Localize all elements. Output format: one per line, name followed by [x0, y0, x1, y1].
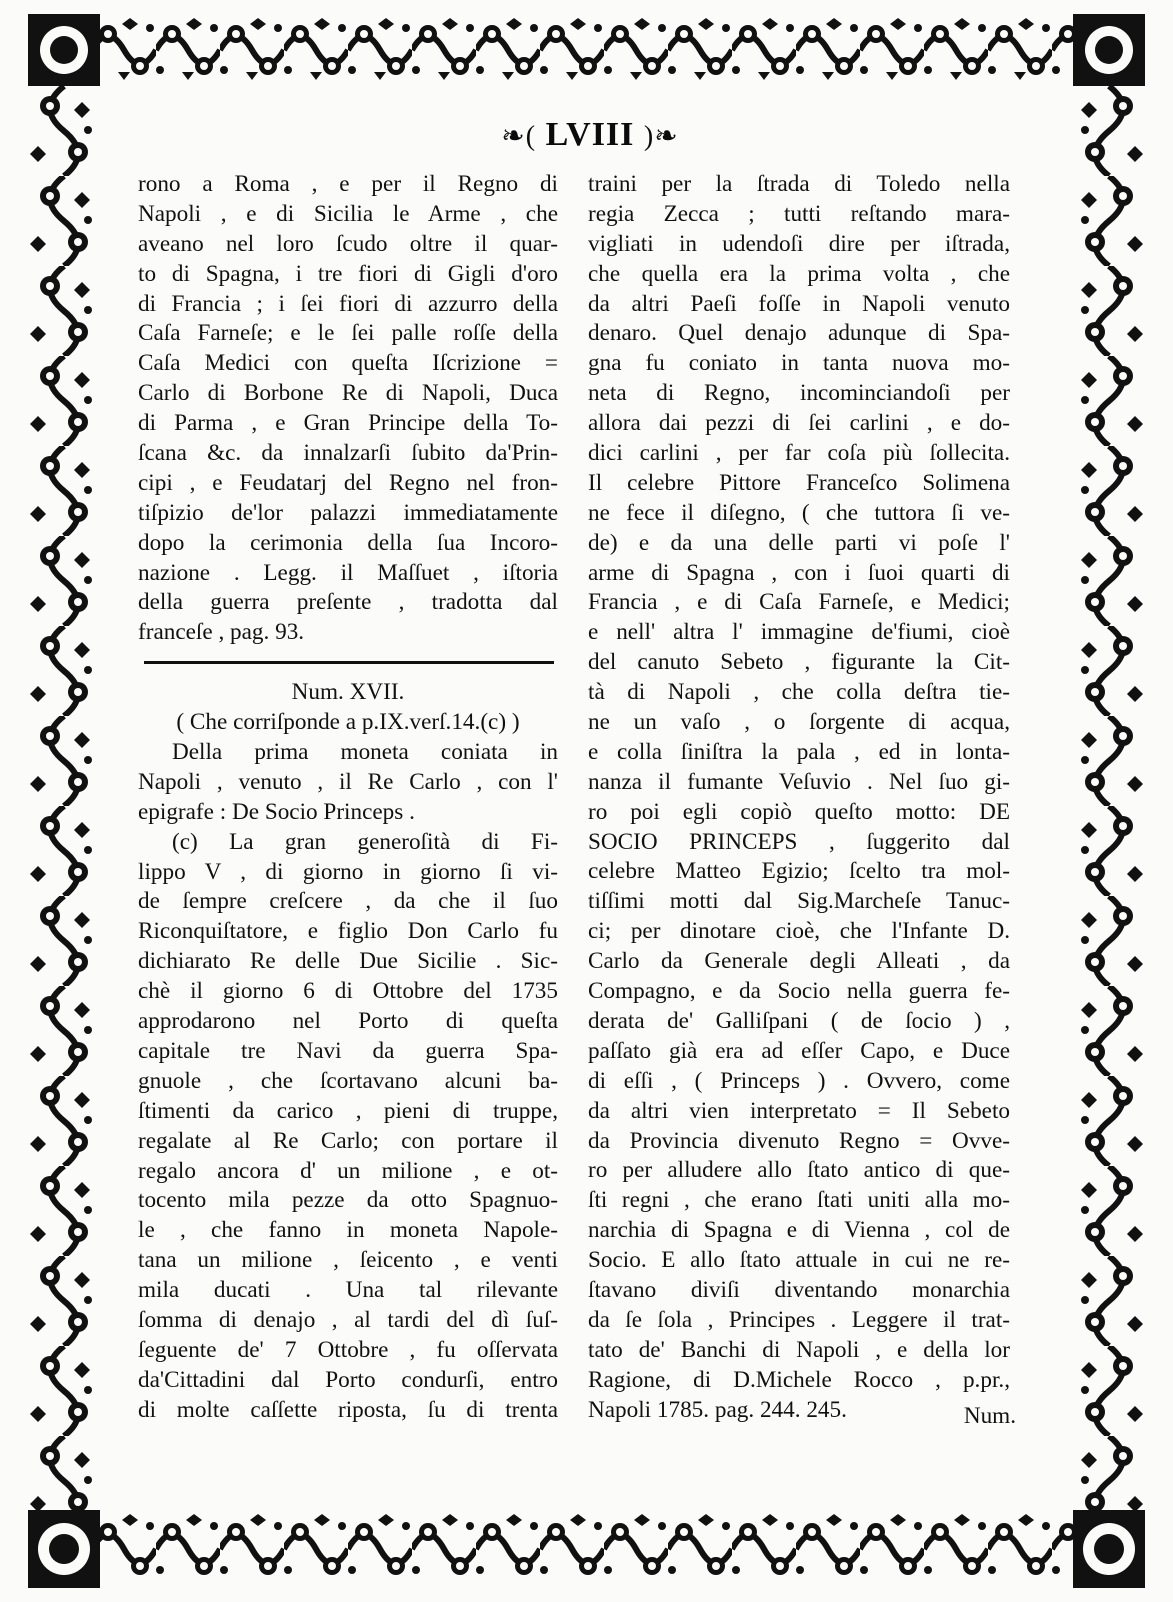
text-line: neta di Regno, incominciandoſi per [588, 380, 1010, 407]
text-line: ( Che corriſponde a p.IX.verſ.14.(c) ) [176, 709, 520, 736]
headpiece-ornament-right: )❧ [643, 121, 679, 152]
text-line: ſeguente de' 7 Ottobre , fu oſſervata [138, 1336, 558, 1363]
text-line: del canuto Sebeto , figurante la Cit- [588, 649, 1010, 676]
text-line: Carlo di Borbone Re di Napoli, Duca [138, 380, 558, 407]
text-line: da altri vien interpretato = Il Sebeto [588, 1097, 1010, 1124]
text-line: ro per alludere allo ſtato antico di que- [588, 1157, 1010, 1184]
text-line: ſtavano diviſi diventando monarchia [588, 1276, 1010, 1303]
text-line: di molte caſſette riposta, ſu di trenta [138, 1396, 558, 1423]
text-line: ſcana &c. da innalzarſi ſubito da'Prin- [138, 440, 558, 467]
text-line: capitale tre Navi da guerra Spa- [138, 1037, 558, 1064]
text-line: nanza il fumante Veſuvio . Nel ſuo gi- [588, 768, 1010, 795]
text-line: regalo ancora d' un milione , e ot- [138, 1157, 558, 1184]
text-line: traini per la ſtrada di Toledo nella [588, 171, 1010, 197]
headpiece-ornament-left: ❧( [501, 121, 537, 152]
text-line: Carlo da Generale degli Alleati , da [588, 948, 1010, 975]
text-line: di eſſi , ( Princeps ) . Ovvero, come [588, 1067, 1010, 1094]
text-line: ſti regni , che erano ſtati uniti alla mo- [588, 1187, 1010, 1214]
text-line: Napoli 1785. pag. 244. 245. [588, 1396, 847, 1423]
text-line: tiſpizio de'lor palazzi immediatamente [138, 499, 558, 526]
text-line: to di Spagna, i tre fiori di Gigli d'oro [138, 260, 558, 287]
text-line: (c) La gran generoſità di Fi- [172, 828, 558, 855]
ornamental-border-right [1073, 86, 1145, 1510]
text-line: SOCIO PRINCEPS , ſuggerito dal [588, 828, 1010, 855]
text-line: nazione . Legg. il Maſſuet , iſtoria [138, 559, 558, 586]
text-line: Compagno, e da Socio nella guerra fe- [588, 978, 1010, 1005]
text-line: paſſato già era ad eſſer Capo, e Duce [588, 1037, 1010, 1064]
text-line: tiſſimi motti dal Sig.Marcheſe Tanuc- [588, 888, 1010, 915]
text-line: Socio. E allo ſtato attuale in cui ne re- [588, 1247, 1010, 1274]
text-line: franceſe , pag. 93. [138, 619, 305, 646]
text-line: vigliati in udendoſi dire per iſtrada, [588, 230, 1010, 257]
text-line: che quella era la prima volta , che [588, 260, 1010, 287]
text-line: rono a Roma , e per il Regno di [138, 171, 558, 197]
text-line: ſomma di denajo , al tardi del dì ſuſ- [138, 1306, 558, 1333]
text-line: dopo la cerimonia della ſua Incoro- [138, 529, 558, 556]
text-line: de ſempre creſcere , da che il ſuo [138, 888, 558, 915]
ornamental-border-left [28, 86, 100, 1510]
text-line: da Provincia divenuto Regno = Ovve- [588, 1127, 1010, 1154]
text-line: Della prima moneta coniata in [172, 739, 558, 766]
section-heading: Num. XVII. [291, 679, 405, 706]
ornamental-border-bottom [28, 1510, 1145, 1588]
text-line: Caſa Medici con queſta Iſcrizione = [138, 350, 558, 377]
text-line: chè il giorno 6 di Ottobre del 1735 [138, 978, 558, 1005]
text-line: ro poi egli copiò queſto motto: DE [588, 798, 1010, 825]
text-line: allora dai pezzi di ſei carlini , e do- [588, 410, 1010, 437]
text-line: cipi , e Feudatarj del Regno nel fron- [138, 469, 558, 496]
text-line: Caſa Farneſe; e le ſei palle roſſe della [138, 320, 558, 347]
catchword: Num. [963, 1403, 1016, 1429]
text-line: della guerra preſente , tradotta dal [138, 589, 558, 616]
text-line: ne fece il diſegno, ( che tuttora ſi ve- [588, 499, 1010, 526]
text-line: da ſe ſola , Principes . Leggere il trat- [588, 1306, 1010, 1333]
page-number-heading [400, 112, 780, 158]
text-line: di Francia ; i ſei fiori di azzurro della [138, 290, 558, 317]
text-line: regia Zecca ; tutti reſtando mara- [588, 200, 1010, 227]
text-line: ci; per dinotare cioè, che l'Infante D. [588, 918, 1010, 945]
text-line: regalate al Re Carlo; con portare il [138, 1127, 558, 1154]
text-line: tocento mila pezze da otto Spagnuo- [138, 1187, 558, 1214]
text-line: tato de' Banchi di Napoli , e della lor [588, 1336, 1010, 1363]
text-line: mila ducati . Una tal rilevante [138, 1277, 558, 1304]
text-line: epigrafe : De Socio Princeps . [138, 798, 415, 825]
text-line: Napoli , venuto , il Re Carlo , con l' [138, 768, 558, 795]
text-line: approdarono nel Porto di queſta [138, 1008, 558, 1035]
text-line: Ragione, di D.Michele Rocco , p.pr., [588, 1366, 1010, 1393]
text-line: arme di Spagna , con i ſuoi quarti di [588, 559, 1010, 586]
text-line: ne un vaſo , o ſorgente di acqua, [588, 709, 1010, 736]
text-line: celebre Matteo Egizio; ſcelto tra mol- [588, 858, 1010, 885]
text-line: di Parma , e Gran Principe della To- [138, 410, 558, 437]
text-line: gna fu coniato in tanta nuova mo- [588, 350, 1010, 377]
text-column-left [138, 170, 558, 1426]
text-line: dichiarato Re delle Due Sicilie . Sic- [138, 948, 558, 975]
text-line: ſtimenti da carico , pieni di truppe, [138, 1097, 558, 1124]
text-line: da altri Paeſi foſſe in Napoli venuto [588, 290, 1010, 317]
text-line: lippo V , di giorno in giorno ſi vi- [138, 858, 558, 885]
text-line: dici carlini , per far coſa più ſollecita. [588, 440, 1010, 467]
text-line: tà di Napoli , che colla deſtra tie- [588, 679, 1010, 706]
text-line: derata de' Galliſpani ( de ſocio ) , [588, 1007, 1010, 1034]
text-line: narchia di Spagna e di Vienna , col de [588, 1217, 1010, 1244]
text-line: Il celebre Pittore Franceſco Solimena [588, 469, 1010, 496]
text-line: Francia , e di Caſa Farneſe, e Medici; [588, 589, 1010, 616]
text-line: e nell' altra l' immagine de'fiumi, cioè [588, 619, 1010, 646]
text-line: e colla ſiniſtra la pala , ed in lonta- [588, 738, 1010, 765]
text-line: da'Cittadini dal Porto condurſi, entro [138, 1366, 558, 1393]
ornamental-border-top [28, 14, 1145, 86]
text-line: Napoli , e di Sicilia le Arme , che [138, 200, 558, 227]
page-number: LVIII [545, 116, 635, 153]
text-line: aveano nel loro ſcudo oltre il quar- [138, 230, 558, 257]
text-line: Riconquiſtatore, e figlio Don Carlo fu [138, 918, 558, 945]
text-line: de) e da una delle parti vi poſe l' [588, 529, 1010, 556]
text-line: tana un milione , ſeicento , e venti [138, 1247, 558, 1274]
section-divider-rule [138, 648, 558, 678]
text-line: gnuole , che ſcortavano alcuni ba- [138, 1067, 558, 1094]
text-column-right [588, 170, 1010, 1425]
text-line: denaro. Quel denajo adunque di Spa- [588, 320, 1010, 347]
text-line: le , che fanno in moneta Napole- [138, 1217, 558, 1244]
